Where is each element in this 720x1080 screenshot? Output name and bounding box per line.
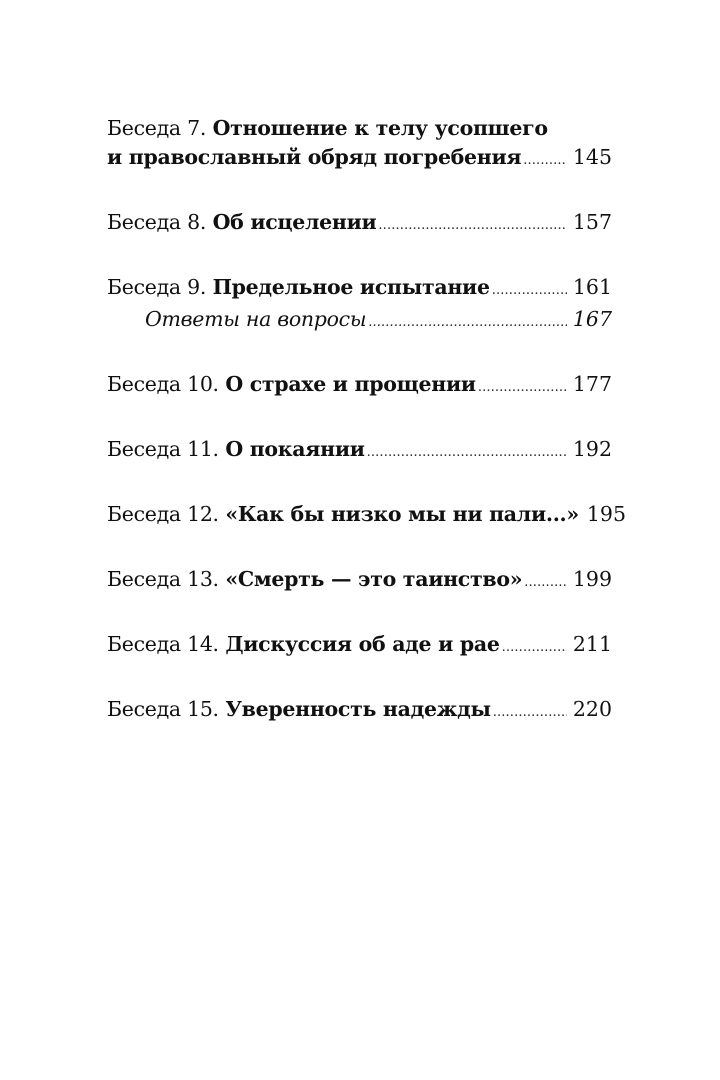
toc-entry-prefix: Беседа 13. <box>107 567 219 591</box>
dot-leader <box>367 435 567 467</box>
toc-entry-prefix: Беседа 15. <box>107 697 219 721</box>
toc-entry-line <box>107 630 612 662</box>
toc-entry-line <box>107 208 612 240</box>
dot-leader <box>492 273 567 305</box>
table-of-contents <box>107 114 627 727</box>
toc-entry-prefix: Беседа 11. <box>107 437 219 461</box>
toc-entry-prefix: Беседа 14. <box>107 632 219 656</box>
toc-entry-line <box>107 143 612 175</box>
toc-entry-title: Об исцелении <box>212 210 377 234</box>
toc-subentry-title: Ответы на вопросы <box>145 307 367 331</box>
toc-entry-line <box>107 370 612 402</box>
toc-page-number: 211 <box>572 632 612 656</box>
toc-entry-title: О покаянии <box>225 437 365 461</box>
dot-leader <box>524 565 567 597</box>
toc-page-number: 195 <box>586 502 627 526</box>
toc-entry-line <box>107 565 612 597</box>
toc-entry-14[interactable] <box>107 630 612 662</box>
dot-leader <box>502 630 567 662</box>
toc-page-number: 220 <box>572 697 612 721</box>
toc-entry-title: «Смерть — это таинство» <box>225 567 523 591</box>
toc-page-number: 157 <box>572 210 612 234</box>
toc-entry-8[interactable] <box>107 208 612 240</box>
toc-entry-line <box>107 500 627 532</box>
toc-entry-9[interactable] <box>107 273 612 337</box>
toc-entry-line <box>107 435 612 467</box>
toc-entry-prefix: Беседа 9. <box>107 275 207 299</box>
dot-leader <box>478 370 567 402</box>
toc-page-number: 192 <box>572 437 612 461</box>
toc-page-number: 177 <box>572 372 612 396</box>
dot-leader <box>368 305 567 337</box>
toc-entry-10[interactable] <box>107 370 612 402</box>
toc-page-number: 161 <box>572 275 612 299</box>
toc-entry-prefix: Беседа 8. <box>107 210 207 234</box>
toc-entry-title: Предельное испытание <box>212 275 490 299</box>
toc-entry-line <box>107 695 612 727</box>
dot-leader <box>493 695 567 727</box>
toc-entry-title-continued: и православный обряд погребения <box>107 145 522 169</box>
toc-subentry[interactable] <box>107 305 612 337</box>
toc-entry-15[interactable] <box>107 695 612 727</box>
toc-entry-line <box>107 114 612 143</box>
toc-entry-prefix: Беседа 10. <box>107 372 219 396</box>
toc-entry-prefix: Беседа 12. <box>107 502 219 526</box>
toc-page-number: 145 <box>572 145 612 169</box>
toc-entry-title: Уверенность надежды <box>225 697 491 721</box>
toc-entry-prefix: Беседа 7. <box>107 116 207 140</box>
toc-entry-title: Отношение к телу усопшего <box>212 116 548 140</box>
toc-entry-7[interactable] <box>107 114 612 175</box>
toc-entry-13[interactable] <box>107 565 612 597</box>
toc-entry-11[interactable] <box>107 435 612 467</box>
toc-page-number: 167 <box>572 307 612 331</box>
toc-entry-line <box>107 273 612 305</box>
dot-leader <box>523 143 567 175</box>
toc-entry-12[interactable] <box>107 500 627 532</box>
toc-page-number: 199 <box>572 567 612 591</box>
toc-entry-title: О страхе и прощении <box>225 372 476 396</box>
dot-leader <box>378 208 566 240</box>
toc-entry-title: «Как бы низко мы ни пали...» <box>225 502 579 526</box>
toc-entry-title: Дискуссия об аде и рае <box>225 632 500 656</box>
